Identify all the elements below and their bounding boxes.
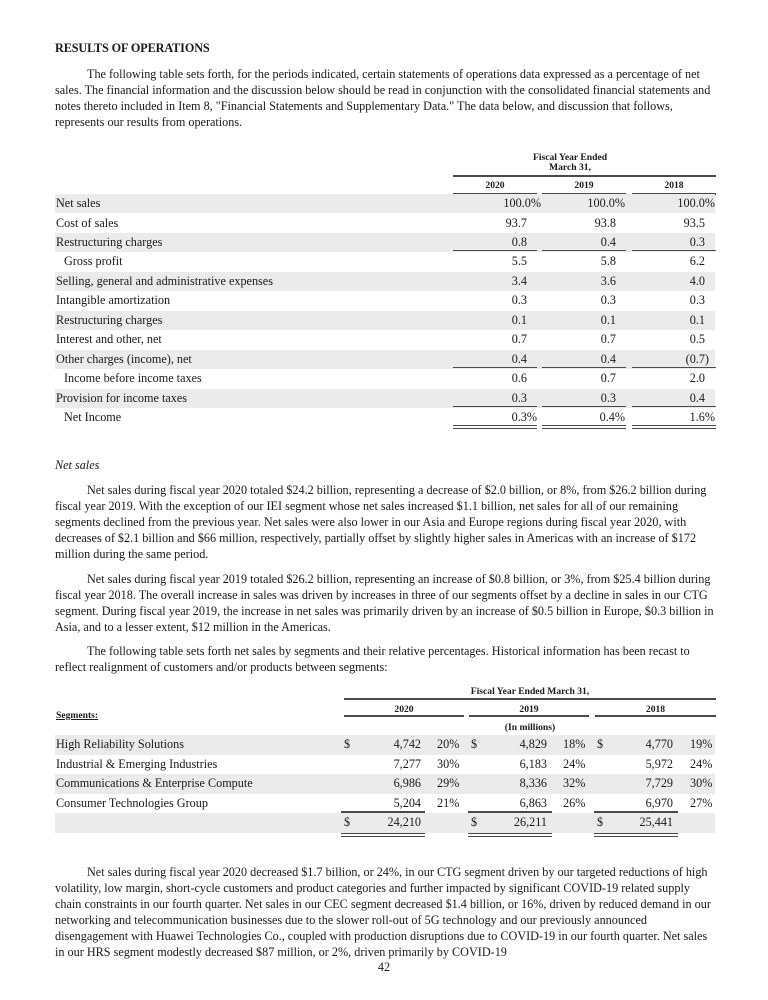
value-2018: 0.3 xyxy=(689,235,705,249)
subtotal-rule xyxy=(453,367,537,368)
value-2018: 0.1 xyxy=(689,312,705,327)
currency-symbol: $ xyxy=(344,737,351,751)
value-2020: 100.0% xyxy=(503,196,541,210)
value-2020: 0.6 xyxy=(511,371,527,385)
table-row xyxy=(55,389,715,408)
units-label: (In millions) xyxy=(504,722,556,733)
value-2019: 0.4 xyxy=(600,351,616,366)
table-row xyxy=(55,369,715,388)
year-header-2019: 2019 xyxy=(574,180,594,191)
net-sales-paragraph-3 xyxy=(55,643,717,675)
intro-paragraph xyxy=(55,66,717,130)
value-2018: 6,970 xyxy=(645,795,673,810)
value-2020: 0.3 xyxy=(511,390,527,405)
value-2018: 100.0% xyxy=(677,196,715,210)
segment-label: Communications & Enterprise Compute xyxy=(56,776,253,790)
currency-symbol: $ xyxy=(471,815,478,829)
table-row xyxy=(55,755,715,775)
subtotal-rule xyxy=(542,367,626,368)
value-2020: 0.4 xyxy=(511,351,527,366)
currency-symbol: $ xyxy=(344,815,351,829)
net-sales-paragraph-1 xyxy=(55,482,717,562)
currency-symbol: $ xyxy=(597,737,604,751)
total-2018: 25,441 xyxy=(639,815,673,829)
table-row xyxy=(55,330,715,349)
table-row xyxy=(55,252,715,271)
value-2018: 7,729 xyxy=(645,776,673,790)
paragraph-text: The following table sets forth net sales by segments and their relative percentages. Historical information has been recast to reflect realignment of customers and/or products between segments: xyxy=(55,644,690,674)
value-2019: 0.3 xyxy=(600,390,616,405)
value-2020: 0.8 xyxy=(511,235,527,249)
table-row xyxy=(55,311,715,330)
row-label: Intangible amortization xyxy=(56,293,171,307)
pct-2020: 21% xyxy=(437,795,460,810)
total-2020: 24,210 xyxy=(387,815,421,829)
year-header-2018: 2018 xyxy=(664,180,684,191)
table-row xyxy=(55,194,715,213)
value-2019: 6,183 xyxy=(519,756,547,771)
paragraph-text: Net sales during fiscal year 2020 totaled $24.2 billion, representing a decrease of $2.0 billion, or 8%, from $26.2 billion during fiscal year 2019. With the exception of our IEI segment whose net sales increased $1.1 billion, net sales for all of our remaining segments declined from the previous year. Net sales were also lower in our Asia and Europe regions during fiscal year 2020, with decreases of $2.1 billion and $66 million, respectively, partially offset by slightly higher sales in Americas with an increase of $172 million during the same period. xyxy=(55,483,707,561)
value-2020: 6,986 xyxy=(393,776,421,790)
year-header-2018: 2018 xyxy=(645,704,666,715)
year-rule xyxy=(469,715,589,717)
closing-paragraph xyxy=(55,864,717,960)
total-double-rule xyxy=(632,425,716,429)
total-double-rule xyxy=(453,425,537,429)
year-rule xyxy=(595,715,716,717)
subtotal-rule xyxy=(453,406,537,407)
pct-2019: 18% xyxy=(563,737,586,751)
value-2019: 0.4 xyxy=(600,235,616,249)
total-double-rule xyxy=(468,833,552,837)
value-2020: 7,277 xyxy=(393,756,421,771)
value-2020: 93.7 xyxy=(505,215,527,230)
value-2018: 4.0 xyxy=(689,273,705,288)
table-header-line2: March 31, xyxy=(549,162,591,173)
total-double-rule xyxy=(594,833,678,837)
page-number: 42 xyxy=(377,960,391,974)
value-2020: 3.4 xyxy=(511,273,527,288)
value-2020: 0.3 xyxy=(511,293,527,307)
segment-label: Consumer Technologies Group xyxy=(56,795,208,810)
value-2018: 2.0 xyxy=(689,371,705,385)
value-2020: 4,742 xyxy=(393,737,421,751)
table-row xyxy=(55,214,715,233)
row-label: Gross profit xyxy=(64,254,123,268)
pct-2019: 26% xyxy=(563,795,586,810)
value-2019: 0.7 xyxy=(600,371,616,385)
pct-2018: 27% xyxy=(690,795,713,810)
segments-label: Segments: xyxy=(56,710,99,721)
value-2020: 0.3% xyxy=(511,410,537,424)
intro-text: The following table sets forth, for the periods indicated, certain statements of operations data expressed as a percentage of net sales. The financial information and the discussion below should be read in conjunction with the consolidated financial statements and notes thereto included in Item 8, "Financial Statements and Supplementary Data." The data below, and discussion that follows, represents our results from operations. xyxy=(55,67,711,129)
pct-2019: 24% xyxy=(563,756,586,771)
value-2019: 0.7 xyxy=(600,332,616,346)
value-2018: 93.5 xyxy=(683,215,705,230)
value-2020: 0.1 xyxy=(511,312,527,327)
row-label: Other charges (income), net xyxy=(56,351,192,366)
pct-2020: 29% xyxy=(437,776,460,790)
value-2019: 93.8 xyxy=(594,215,616,230)
pct-2020: 30% xyxy=(437,756,460,771)
pct-2019: 32% xyxy=(563,776,586,790)
year-header-2020: 2020 xyxy=(394,704,414,715)
value-2018: 1.6% xyxy=(689,410,715,424)
subtotal-rule xyxy=(453,250,537,251)
total-2019: 26,211 xyxy=(513,815,547,829)
segment-label: High Reliability Solutions xyxy=(56,737,184,751)
value-2018: 5,972 xyxy=(645,756,673,771)
value-2019: 5.8 xyxy=(600,254,616,268)
header-rule xyxy=(453,175,716,177)
currency-symbol: $ xyxy=(597,815,604,829)
row-label: Interest and other, net xyxy=(56,332,162,346)
pct-2020: 20% xyxy=(437,737,460,751)
total-row xyxy=(55,813,715,833)
value-2019: 4,829 xyxy=(519,737,547,751)
subtotal-rule xyxy=(632,367,716,368)
value-2020: 0.7 xyxy=(511,332,527,346)
row-label: Restructuring charges xyxy=(56,235,163,249)
value-2020: 5,204 xyxy=(393,795,421,810)
value-2019: 0.4% xyxy=(599,410,625,424)
table-row xyxy=(55,774,715,794)
subtotal-rule xyxy=(542,250,626,251)
table-row xyxy=(55,350,715,369)
row-label: Cost of sales xyxy=(56,215,119,230)
table-row xyxy=(55,291,715,310)
year-header-2020: 2020 xyxy=(485,180,505,191)
subtotal-rule xyxy=(542,406,626,407)
pct-2018: 24% xyxy=(690,756,713,771)
value-2018: 0.3 xyxy=(689,293,705,307)
value-2019: 0.1 xyxy=(600,312,616,327)
table-row xyxy=(55,735,715,755)
paragraph-text: Net sales during fiscal year 2020 decreased $1.7 billion, or 24%, in our CTG segment driven by our targeted reductions of high volatility, low margin, short-cycle customers and product categories and further impacted by significant COVID-19 related supply chain constraints in our fourth quarter. Net sales in our CEC segment decreased $1.4 billion, or 16%, driven by reduced demand in our networking and telecommunication businesses due to the slower roll-out of 5G technology and our previously announced disengagement with Huawei Technologies Co., coupled with production disruptions due to COVID-19 in our fourth quarter. Net sales in our HRS segment modestly decreased $87 million, or 2%, driven primarily by COVID-19 xyxy=(55,865,711,959)
value-2018: 4,770 xyxy=(645,737,673,751)
subtotal-rule xyxy=(632,406,716,407)
net-sales-subheading: Net sales xyxy=(55,458,100,472)
table-row xyxy=(55,272,715,291)
currency-symbol: $ xyxy=(471,737,478,751)
pct-2018: 30% xyxy=(690,776,713,790)
year-header-2019: 2019 xyxy=(519,704,539,715)
net-sales-paragraph-2 xyxy=(55,571,717,635)
table-header-line1: Fiscal Year Ended xyxy=(532,152,608,163)
value-2018: (0.7) xyxy=(685,351,709,366)
total-double-rule xyxy=(542,425,626,429)
header-rule xyxy=(344,698,716,700)
segment-label: Industrial & Emerging Industries xyxy=(56,756,218,771)
value-2018: 0.5 xyxy=(689,332,705,346)
total-double-rule xyxy=(341,833,425,837)
pct-2018: 19% xyxy=(690,737,713,751)
value-2019: 8,336 xyxy=(519,776,547,790)
paragraph-text: Net sales during fiscal year 2019 totaled $26.2 billion, representing an increase of $0.8 billion, or 3%, from $25.4 billion during fiscal year 2018. The overall increase in sales was driven by increases in three of our segments offset by a decline in sales in our CTG segment. During fiscal year 2019, the increase in net sales was primarily driven by an increase of $0.5 billion in Europe, $0.3 billion in Asia, and to a lesser extent, $12 million in the Americas. xyxy=(55,572,714,634)
value-2019: 0.3 xyxy=(600,293,616,307)
row-label: Income before income taxes xyxy=(64,371,202,385)
row-label: Net Income xyxy=(64,410,122,424)
value-2020: 5.5 xyxy=(511,254,527,268)
section-heading: RESULTS OF OPERATIONS xyxy=(55,41,210,55)
row-label: Provision for income taxes xyxy=(56,390,187,405)
subtotal-rule xyxy=(632,250,716,251)
value-2018: 6.2 xyxy=(689,254,705,268)
value-2019: 3.6 xyxy=(600,273,616,288)
segments-table-title: Fiscal Year Ended March 31, xyxy=(470,686,590,697)
row-label: Selling, general and administrative expenses xyxy=(56,273,273,288)
row-label: Restructuring charges xyxy=(56,312,163,327)
year-rule xyxy=(344,715,464,717)
value-2019: 6,863 xyxy=(519,795,547,810)
row-label: Net sales xyxy=(56,196,101,210)
value-2018: 0.4 xyxy=(689,390,705,405)
value-2019: 100.0% xyxy=(587,196,625,210)
